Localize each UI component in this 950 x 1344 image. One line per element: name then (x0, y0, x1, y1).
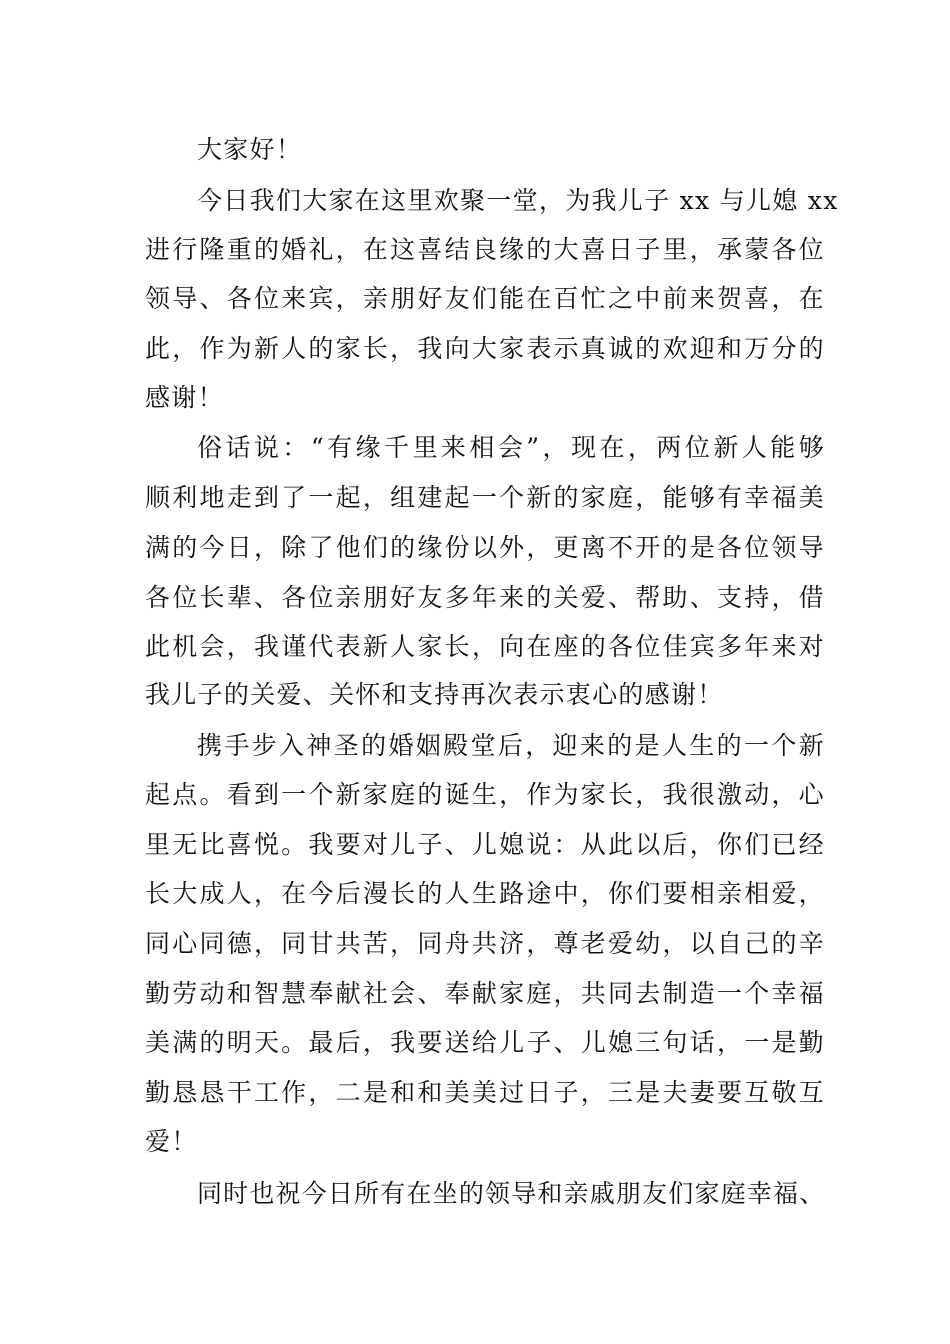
paragraph-2-line-4: 此，作为新人的家长，我向大家表示真诚的欢迎和万分的 (145, 334, 825, 363)
paragraph-4-line-3: 里无比喜悦。我要对儿子、儿媳说：从此以后，你们已经 (145, 830, 825, 859)
paragraph-3-line-5: 此机会，我谨代表新人家长，向在座的各位佳宾多年来对 (145, 632, 825, 661)
paragraph-3-line-4: 各位长辈、各位亲朋好友多年来的关爱、帮助、支持，借 (145, 583, 825, 612)
paragraph-3-line-1: 俗话说：“有缘千里来相会”，现在，两位新人能够 (197, 433, 825, 462)
paragraph-4-line-2: 起点。看到一个新家庭的诞生，作为家长，我很激动，心 (145, 780, 825, 809)
paragraph-4-line-6: 勤劳动和智慧奉献社会、奉献家庭，共同去制造一个幸福 (145, 979, 825, 1008)
paragraph-4-line-9: 爱！ (145, 1127, 198, 1156)
paragraph-2-line-5: 感谢！ (145, 383, 224, 412)
greeting-line: 大家好！ (197, 135, 303, 164)
paragraph-5-line-1: 同时也祝今日所有在坐的领导和亲戚朋友们家庭幸福、 (197, 1179, 825, 1208)
paragraph-4-line-7: 美满的明天。最后，我要送给儿子、儿媳三句话，一是勤 (145, 1028, 825, 1057)
paragraph-2-line-1: 今日我们大家在这里欢聚一堂，为我儿子 xx 与儿媳 xx (197, 186, 839, 215)
paragraph-3-line-2: 顺利地走到了一起，组建起一个新的家庭，能够有幸福美 (145, 483, 825, 512)
paragraph-3-line-3: 满的今日，除了他们的缘份以外，更离不开的是各位领导 (145, 533, 825, 562)
paragraph-4-line-1: 携手步入神圣的婚姻殿堂后，迎来的是人生的一个新 (197, 731, 825, 760)
paragraph-4-line-8: 勤恳恳干工作，二是和和美美过日子，三是夫妻要互敬互 (145, 1078, 825, 1107)
paragraph-2-line-3: 领导、各位来宾，亲朋好友们能在百忙之中前来贺喜，在 (145, 284, 825, 313)
paragraph-3-line-6: 我儿子的关爱、关怀和支持再次表示衷心的感谢！ (145, 680, 724, 709)
paragraph-2-line-2: 进行隆重的婚礼，在这喜结良缘的大喜日子里，承蒙各位 (145, 235, 825, 264)
paragraph-4-line-5: 同心同德，同甘共苦，同舟共济，尊老爱幼，以自己的辛 (145, 929, 825, 958)
paragraph-4-line-4: 长大成人，在今后漫长的人生路途中，你们要相亲相爱， (145, 879, 825, 908)
